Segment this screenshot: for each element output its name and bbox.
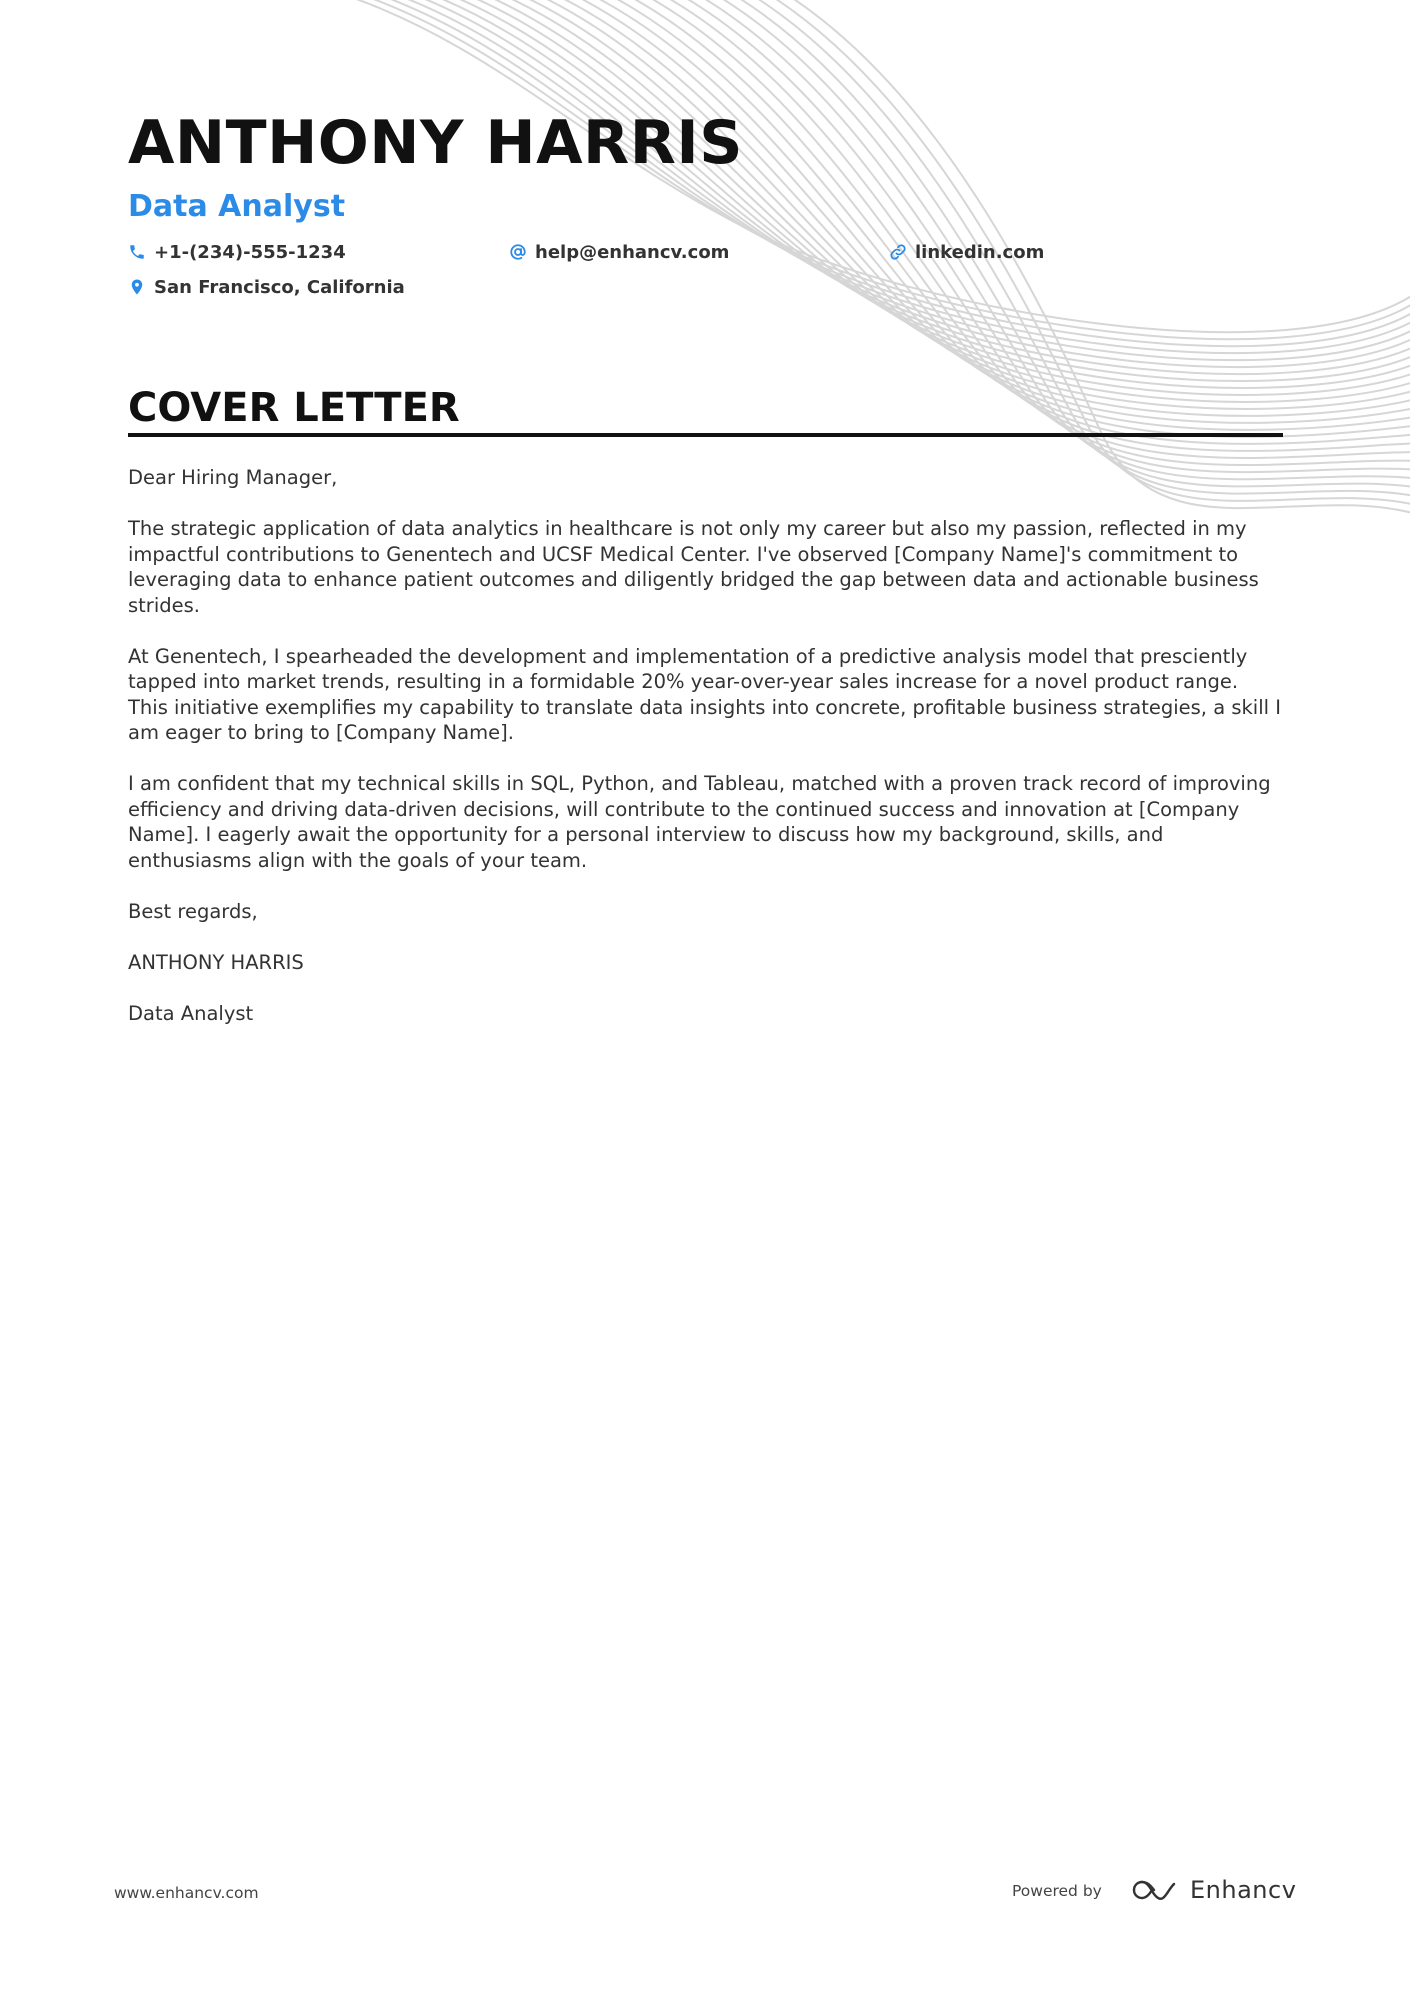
applicant-role: Data Analyst: [128, 189, 346, 224]
footer-website-link[interactable]: www.enhancv.com: [114, 1884, 259, 1902]
at-icon: [509, 243, 527, 261]
brand-logo[interactable]: [1130, 1876, 1296, 1904]
wave-line: [438, 0, 1410, 374]
powered-by-label: Powered by: [1012, 1882, 1102, 1900]
wave-line: [726, 0, 1410, 488]
signature-title: Data Analyst: [128, 1001, 254, 1025]
wave-line: [474, 0, 1410, 388]
wave-line: [456, 0, 1410, 381]
wave-line: [510, 0, 1410, 402]
wave-line: [564, 0, 1410, 423]
letter-paragraph-1: The strategic application of data analytics in healthcare is not only my career but also my passion, reflected in my impactful contributions to Genentech and UCSF Medical Center. I've observed [Company Name]'s commitment to leveraging data to enhance patient outcomes and diligently bridged the gap between data and actionable business strides.: [128, 517, 1259, 617]
location-text: San Francisco, California: [154, 276, 405, 298]
wave-line: [708, 0, 1410, 479]
letter-closing: Best regards,: [128, 899, 258, 923]
wave-line: [528, 0, 1410, 409]
contact-location: [128, 275, 405, 299]
wave-line: [780, 0, 1410, 515]
letter-paragraph-2: At Genentech, I spearheaded the development and implementation of a predictive analysis model that presciently tapped into market trends, resulting in a formidable 20% year-over-year sales increase for a novel product range. This initiative exemplifies my capability to translate data insights into concrete, profitable business strategies, a skill I am eager to bring to [Company Name].: [128, 644, 1281, 744]
wave-line: [600, 0, 1410, 437]
applicant-name: ANTHONY HARRIS: [128, 108, 743, 178]
wave-line: [546, 0, 1410, 416]
wave-line: [636, 0, 1410, 451]
section-title: COVER LETTER: [128, 385, 460, 431]
phone-text: +1-(234)-555-1234: [154, 241, 346, 263]
wave-line: [672, 0, 1410, 465]
letter-body: [128, 465, 1283, 1052]
enhancv-logo-icon: [1130, 1876, 1178, 1904]
linkedin-text: linkedin.com: [915, 241, 1045, 263]
letter-greeting: Dear Hiring Manager,: [128, 466, 338, 489]
contact-email[interactable]: [509, 240, 729, 264]
wave-line: [744, 0, 1410, 497]
contact-phone[interactable]: [128, 240, 346, 264]
section-divider: [128, 433, 1283, 437]
brand-name: Enhancv: [1190, 1876, 1297, 1904]
wave-line: [690, 0, 1410, 472]
signature-name: ANTHONY HARRIS: [128, 950, 304, 974]
location-pin-icon: [128, 278, 146, 296]
contact-linkedin[interactable]: [889, 240, 1044, 264]
wave-line: [582, 0, 1410, 430]
wave-line: [762, 0, 1410, 506]
email-text: help@enhancv.com: [535, 241, 730, 263]
wave-line: [420, 0, 1410, 367]
link-icon: [889, 243, 907, 261]
wave-line: [402, 0, 1410, 360]
letter-paragraph-3: I am confident that my technical skills in SQL, Python, and Tableau, matched with a proven track record of improving efficiency and driving data-driven decisions, will contribute to the continued success and innovation at [Company Name]. I eagerly await the opportunity for a personal interview to discuss how my background, skills, and enthusiasms align with the goals of your team.: [128, 772, 1271, 872]
wave-line: [492, 0, 1410, 395]
phone-icon: [128, 243, 146, 261]
wave-line: [618, 0, 1410, 444]
wave-line: [654, 0, 1410, 458]
